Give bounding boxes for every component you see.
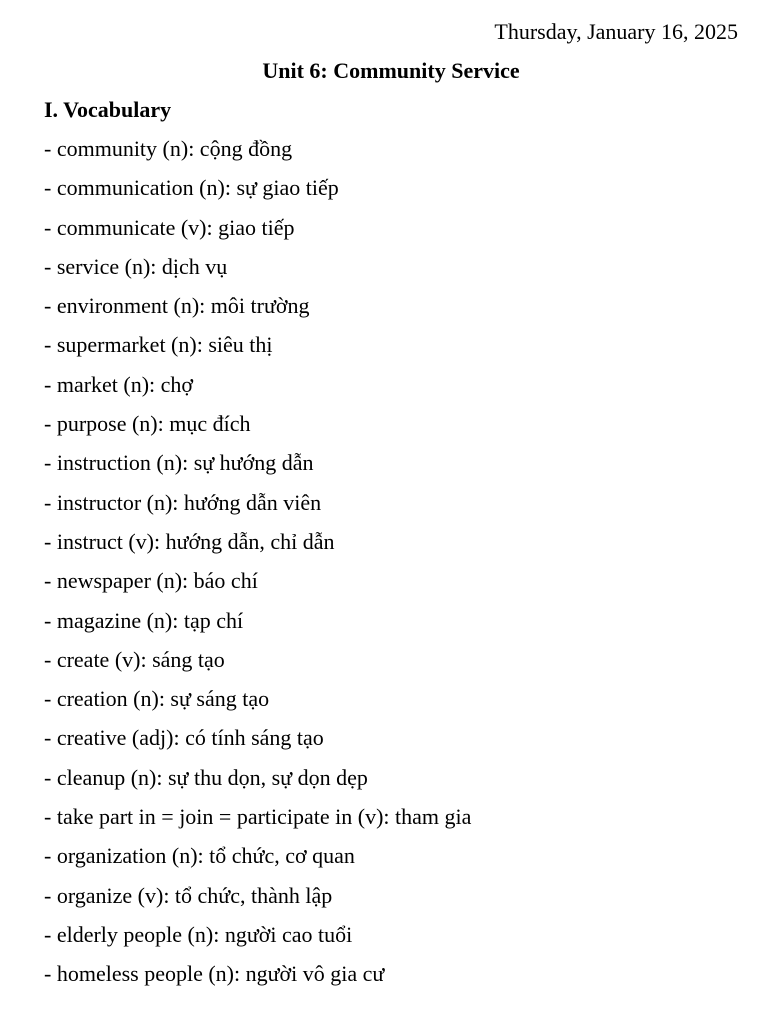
vocabulary-item: - creation (n): sự sáng tạo (44, 686, 270, 712)
vocabulary-item: - magazine (n): tạp chí (44, 607, 244, 633)
vocabulary-item: - instruction (n): sự hướng dẫn (44, 450, 314, 476)
vocabulary-item: - purpose (n): mục đích (44, 411, 251, 437)
vocabulary-item: - instructor (n): hướng dẫn viên (44, 489, 322, 515)
vocabulary-item: - market (n): chợ (44, 371, 194, 397)
vocabulary-item: - cleanup (n): sự thu dọn, sự dọn dẹp (44, 764, 368, 790)
vocabulary-item: - environment (n): môi trường (44, 293, 310, 319)
document-date: Thursday, January 16, 2025 (494, 19, 738, 44)
section-heading: I. Vocabulary (44, 97, 172, 122)
vocabulary-item: - elderly people (n): người cao tuổi (44, 921, 353, 947)
vocabulary-item: - creative (adj): có tính sáng tạo (44, 725, 324, 751)
vocabulary-item: - organization (n): tổ chức, cơ quan (44, 843, 355, 869)
vocabulary-list (44, 135, 471, 1000)
page-title: Unit 6: Community Service (262, 58, 520, 83)
vocabulary-item: - organize (v): tổ chức, thành lập (44, 882, 333, 908)
vocabulary-item: - newspaper (n): báo chí (44, 568, 258, 594)
vocabulary-item: - service (n): dịch vụ (44, 253, 228, 279)
vocabulary-item: - homeless people (n): người vô gia cư (44, 961, 385, 987)
vocabulary-item: - create (v): sáng tạo (44, 646, 225, 672)
vocabulary-item: - communicate (v): giao tiếp (44, 214, 295, 240)
vocabulary-item: - communication (n): sự giao tiếp (44, 175, 339, 201)
vocabulary-item: - instruct (v): hướng dẫn, chỉ dẫn (44, 528, 335, 554)
vocabulary-item: - supermarket (n): siêu thị (44, 332, 273, 358)
vocabulary-item: - take part in = join = participate in (v): tham gia (44, 804, 472, 830)
vocabulary-item: - community (n): cộng đồng (44, 136, 293, 161)
